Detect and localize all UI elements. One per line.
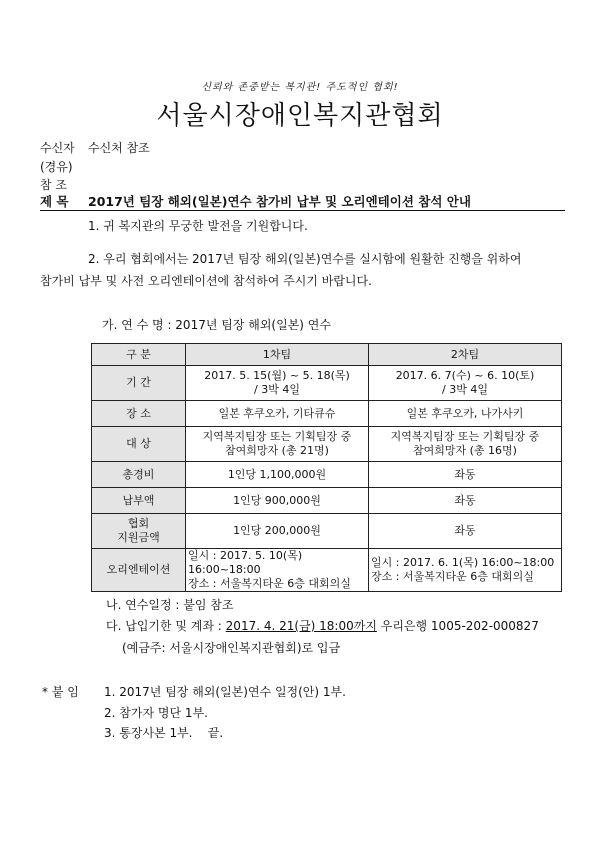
row-label-place: 장 소 [92,401,186,427]
row-label-period: 기 간 [92,366,186,401]
account-holder-line: (예금주: 서울시장애인복지관협회)로 입금 [122,641,341,655]
team-1-total-cost: 1인당 1,100,000원 [186,462,369,488]
subject-divider [40,210,565,211]
schedule-line: 나. 연수일정 : 붙임 참조 [106,598,234,612]
team-2-period [369,366,562,401]
table-row-association-support [92,514,562,549]
row-label-support-line-1: 협회 [127,517,150,530]
team-2-period-dates: 2017. 6. 7(수) ~ 6. 10(토) [395,369,535,382]
bank-account: 우리은행 1005-202-000827 [376,619,539,633]
attachment-item-3 [104,724,223,741]
attachment-item-1: 1. 2017년 팀장 해외(일본)연수 일정(안) 1부. [104,685,346,699]
column-header-team-2: 2차팀 [369,344,562,366]
column-header-team-1: 1차팀 [186,344,369,366]
team-1-target-line-1: 지역복지팀장 또는 기획팀장 중 [202,430,352,443]
row-label-payment: 납부액 [92,488,186,514]
recipient-value: 수신처 참조 [88,141,150,155]
team-1-support: 1인당 200,000원 [186,514,369,549]
team-2-period-nights: / 3박 4일 [442,383,488,396]
slogan: 신뢰와 존중받는 복지관! 주도적인 협회! [201,82,399,93]
attachment-item-2: 2. 참가자 명단 1부. [104,706,208,720]
team-1-place: 일본 후쿠오카, 기타큐슈 [186,401,369,427]
row-label-support-line-2: 지원금액 [117,531,160,544]
team-2-support: 좌동 [369,514,562,549]
team-2-orientation [369,549,562,592]
attachment-item-3-text: 3. 통장사본 1부. [104,726,193,740]
deadline-date: 2017. 4. 21(금) 18:00까지 [225,619,377,633]
table-row-target [92,427,562,462]
team-1-period [186,366,369,401]
team-1-orientation [186,549,369,592]
deadline-prefix: 다. 납입기한 및 계좌 : [106,619,226,633]
team-2-orientation-time: 일시 : 2017. 6. 1(목) 16:00~18:00 [371,556,555,569]
table-row-orientation [92,549,562,592]
row-label-orientation: 오리엔테이션 [92,549,186,592]
paragraph-1: 1. 귀 복지관의 무궁한 발전을 기원합니다. [88,219,308,233]
row-label-association-support [92,514,186,549]
table-row-place [92,401,562,427]
subject-value: 2017년 팀장 해외(일본)연수 참가비 납부 및 오리엔테이션 참석 안내 [88,194,471,209]
subject-line [40,192,471,210]
paragraph-2-line-2: 참가비 납부 및 사전 오리엔테이션에 참석하여 주시기 바랍니다. [40,274,372,288]
recipient-label: 수신자 [40,141,75,155]
team-2-target [369,427,562,462]
subject-label: 제 목 [40,194,69,209]
reference-label: 참 조 [40,178,67,192]
team-2-target-line-2: 참여희망자 (총 16명) [413,444,517,457]
organization-name: 서울시장애인복지관협회 [156,101,444,131]
table-row-total-cost [92,462,562,488]
team-2-place: 일본 후쿠오카, 나가사키 [369,401,562,427]
team-1-period-dates: 2017. 5. 15(월) ~ 5. 18(목) [204,369,350,382]
team-1-period-nights: / 3박 4일 [254,383,300,396]
deadline-line [106,617,539,634]
team-1-orientation-place: 장소 : 서울복지타운 6층 대회의실 [188,577,351,590]
via-label: (경유) [40,160,73,174]
team-1-payment: 1인당 900,000원 [186,488,369,514]
table-row-payment [92,488,562,514]
row-label-target: 대 상 [92,427,186,462]
paragraph-2-line-1: 2. 우리 협회에서는 2017년 팀장 해외(일본)연수를 실시함에 원활한 진행을 위하여 [88,252,522,266]
team-1-target-line-2: 참여희망자 (총 21명) [225,444,329,457]
column-header-category: 구 분 [92,344,186,366]
team-2-target-line-1: 지역복지팀장 또는 기획팀장 중 [390,430,540,443]
team-1-target [186,427,369,462]
attachments-label: * 붙 임 [42,685,79,699]
training-name: 가. 연 수 명 : 2017년 팀장 해외(일본) 연수 [102,318,331,332]
table-header-row [92,344,562,366]
training-info-table [91,343,562,592]
end-mark: 끝. [207,726,224,740]
team-1-orientation-time: 일시 : 2017. 5. 10(목) 16:00~18:00 [188,549,303,576]
table-row-period [92,366,562,401]
row-label-total-cost: 총경비 [92,462,186,488]
team-2-total-cost: 좌동 [369,462,562,488]
team-2-orientation-place: 장소 : 서울복지타운 6층 대회의실 [371,570,534,583]
team-2-payment: 좌동 [369,488,562,514]
recipient-line [40,139,150,156]
